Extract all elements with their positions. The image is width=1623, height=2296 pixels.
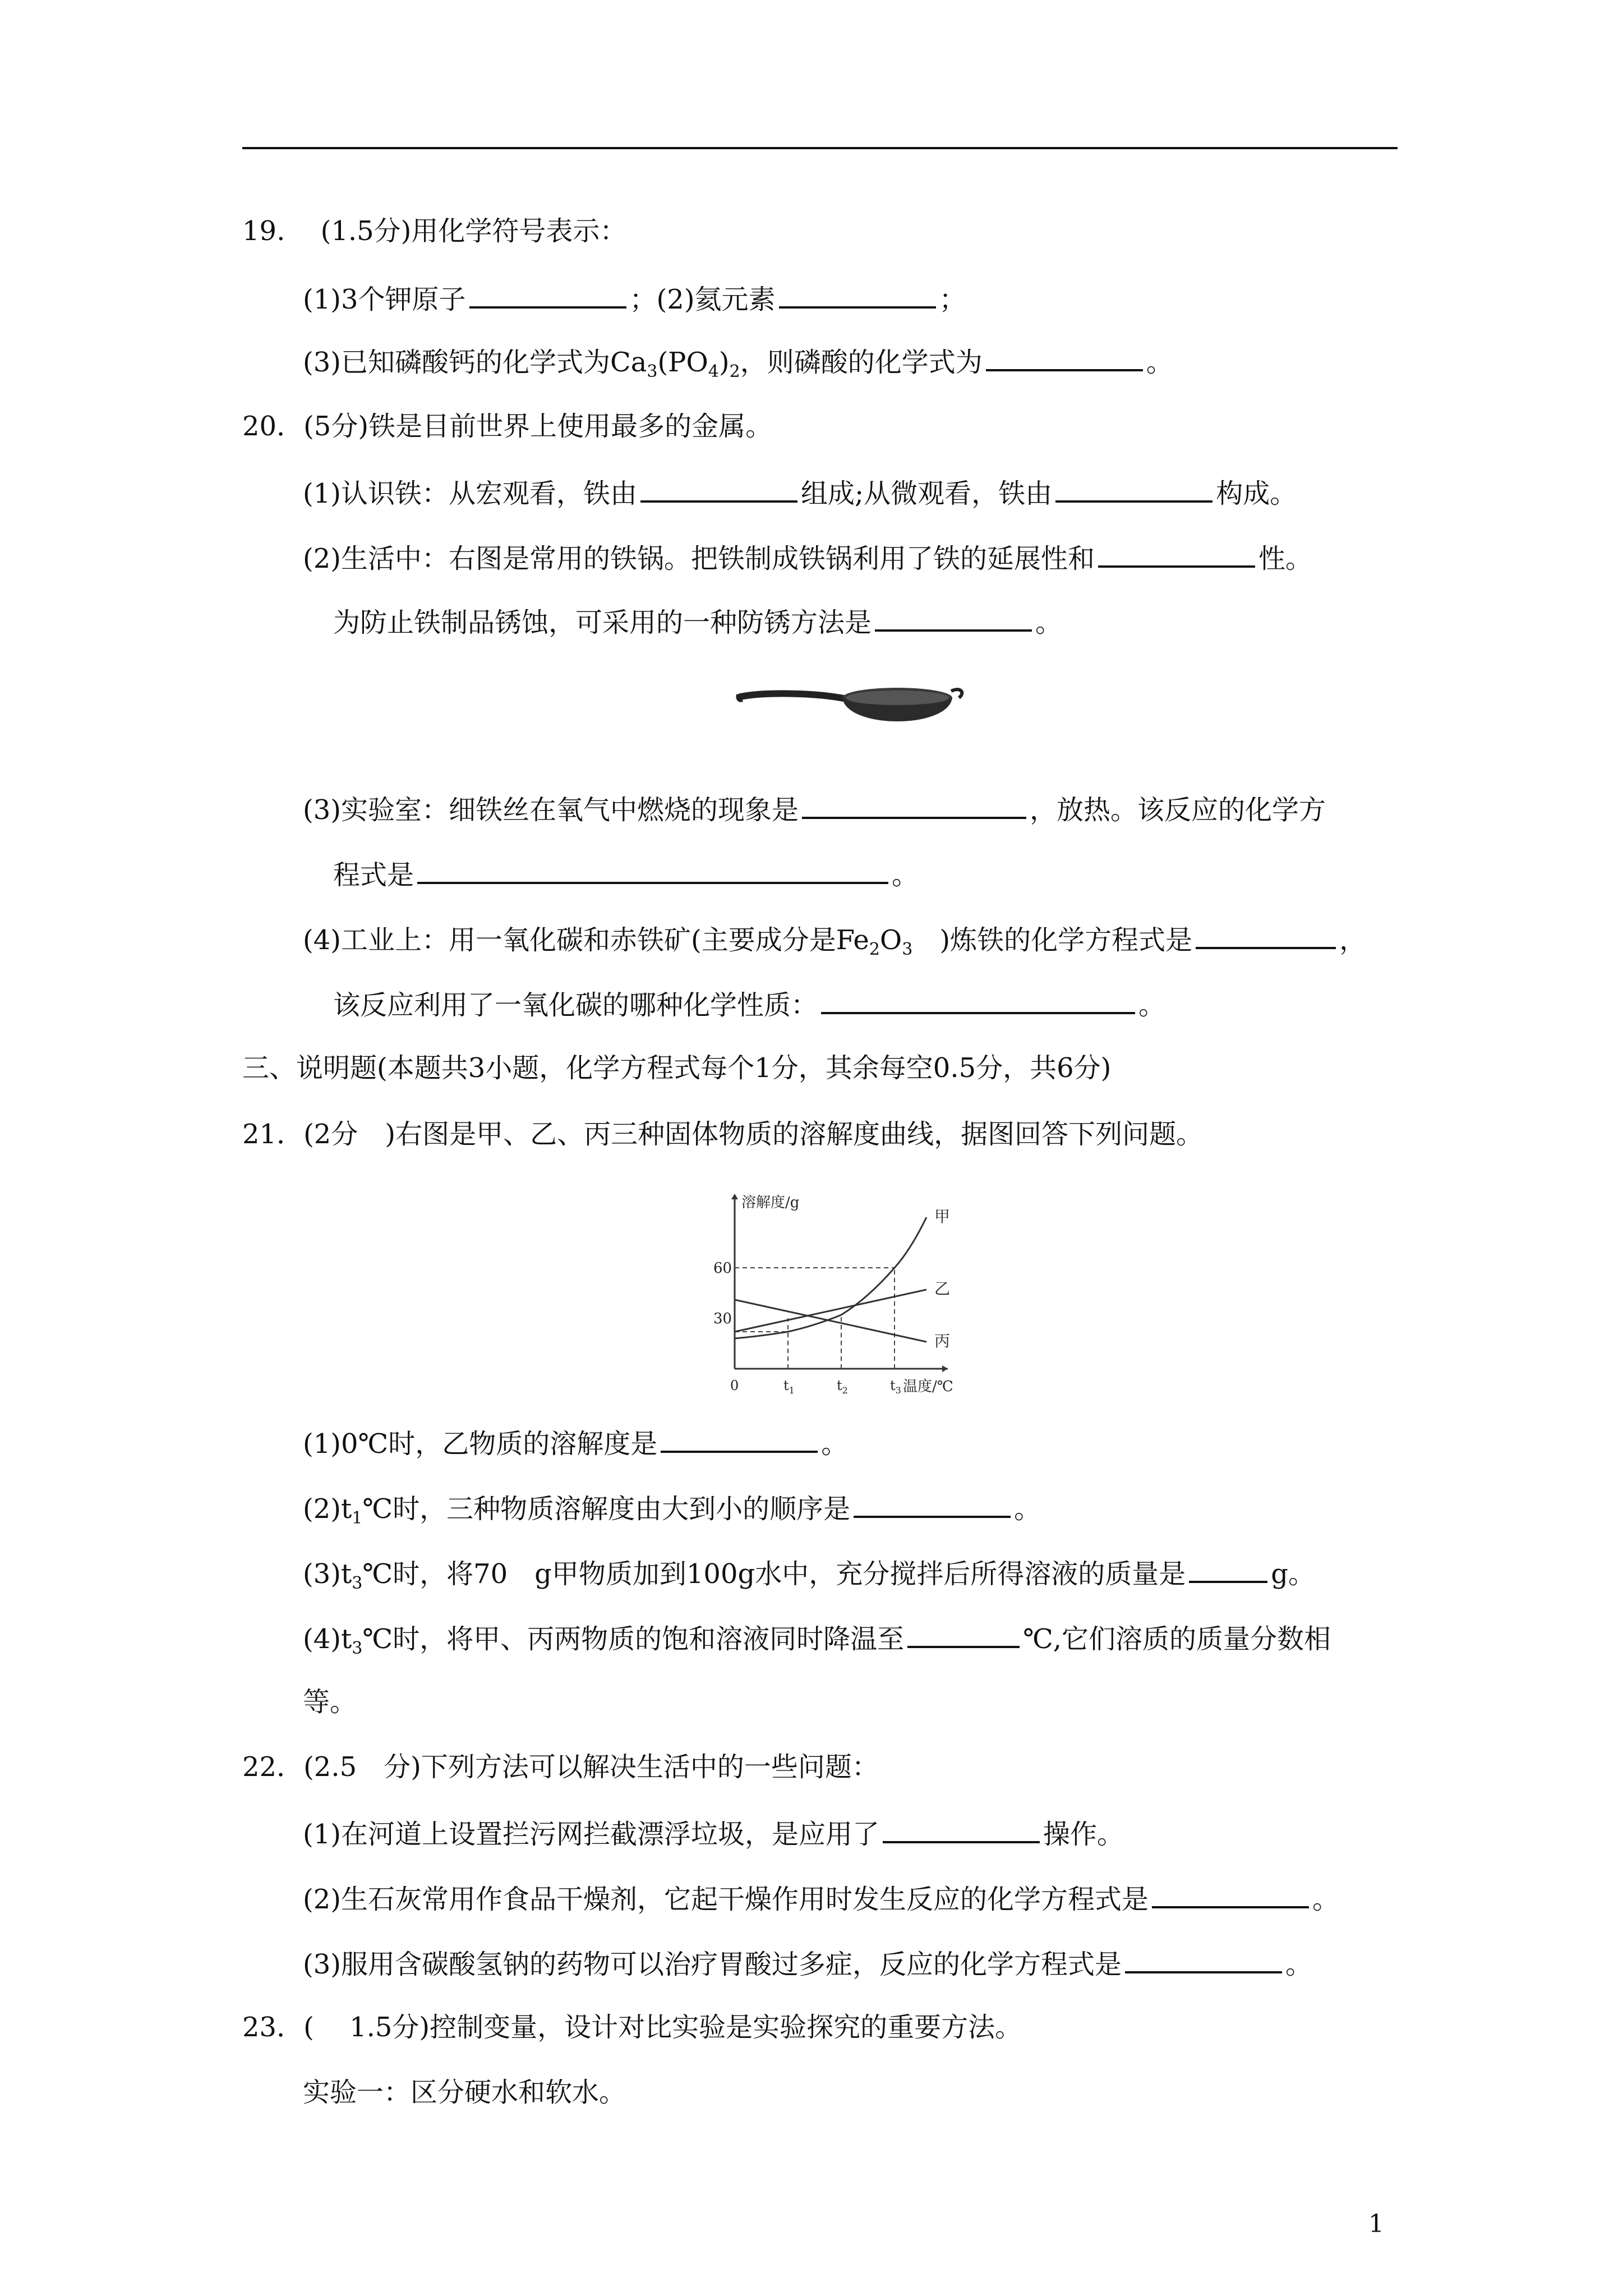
answer-blank[interactable] xyxy=(1125,1945,1282,1973)
series-curve xyxy=(735,1290,926,1332)
answer-blank[interactable] xyxy=(854,1490,1011,1518)
x-tick-label: $t_3$ xyxy=(890,1378,901,1396)
q21-line1: (1)0℃时，乙物质的溶解度是 。 xyxy=(303,1425,848,1461)
q19-line3: (3)已知磷酸钙的化学式为$Ca_3(PO_4)_2$，则磷酸的化学式为 。 xyxy=(303,343,1173,379)
q20-line1: (1)认识铁：从宏观看，铁由 组成;从微观看，铁由 构成。 xyxy=(303,475,1297,510)
series-label: 丙 xyxy=(934,1332,951,1350)
x-tick-label: $t_2$ xyxy=(837,1378,848,1396)
answer-blank[interactable] xyxy=(883,1815,1040,1843)
answer-blank[interactable] xyxy=(986,343,1143,371)
q20-line3: (3)实验室：细铁丝在氧气中燃烧的现象是 ，放热。该反应的化学方 xyxy=(303,791,1326,827)
q19-stem: 19. (1.5分)用化学符号表示： xyxy=(242,215,627,247)
x-tick-label: 0 xyxy=(730,1378,739,1393)
q22-line2: (2)生石灰常用作食品干燥剂，它起干燥作用时发生反应的化学方程式是 。 xyxy=(303,1880,1339,1916)
q21-line3: $(3)t_3℃$时，将70 g甲物质加到100g水中，充分搅拌后所得溶液的质量是 g。 xyxy=(303,1555,1315,1591)
answer-blank[interactable] xyxy=(779,280,936,309)
y-axis-arrow xyxy=(731,1194,738,1199)
answer-blank[interactable] xyxy=(907,1620,1020,1648)
q20-line3b: 程式是 。 xyxy=(333,856,919,892)
q22-line1: (1)在河道上设置拦污网拦截漂浮垃圾，是应用了 操作。 xyxy=(303,1815,1124,1851)
q20-line2: (2)生活中：右图是常用的铁锅。把铁制成铁锅利用了铁的延展性和 性。 xyxy=(303,540,1312,576)
answer-blank[interactable] xyxy=(875,604,1032,632)
answer-blank[interactable] xyxy=(1189,1555,1267,1583)
q20-line2b: 为防止铁制品锈蚀，可采用的一种防锈方法是 。 xyxy=(333,604,1062,639)
wok-image xyxy=(729,668,965,746)
q21-line2: $(2)t_1℃$时，三种物质溶解度由大到小的顺序是 。 xyxy=(303,1490,1041,1526)
answer-blank[interactable] xyxy=(640,475,797,503)
section-3-heading: 三、说明题(本题共3小题，化学方程式每个1分，其余每空0.5分，共6分) xyxy=(242,1052,1112,1084)
y-tick-label: 60 xyxy=(713,1260,732,1277)
q20-stem: 20．(5分)铁是目前世界上使用最多的金属。 xyxy=(242,411,773,442)
x-axis-arrow xyxy=(942,1365,948,1372)
answer-blank[interactable] xyxy=(1055,475,1212,503)
q22-stem: 22．(2.5 分)下列方法可以解决生活中的一些问题： xyxy=(242,1751,879,1783)
answer-blank[interactable] xyxy=(469,280,626,309)
q23-stem: 23．( 1.5分)控制变量，设计对比实验是实验探究的重要方法。 xyxy=(242,2012,1022,2043)
y-tick-label: 30 xyxy=(713,1310,732,1327)
answer-blank[interactable] xyxy=(1196,921,1336,949)
q21-line4: $(4)t_3℃$时，将甲、丙两物质的饱和溶液同时降温至 ℃,它们溶质的质量分数相 xyxy=(303,1620,1331,1656)
solubility-chart xyxy=(712,1184,970,1397)
answer-blank[interactable] xyxy=(802,791,1026,819)
q20-line4b: 该反应利用了一氧化碳的哪种化学性质： 。 xyxy=(333,986,1165,1022)
header-rule xyxy=(242,147,1398,149)
q22-line3: (3)服用含碳酸氢钠的药物可以治疗胃酸过多症，反应的化学方程式是 。 xyxy=(303,1945,1312,1981)
answer-blank[interactable] xyxy=(1152,1880,1309,1908)
q19-line1: (1)3个钾原子 ；(2)氦元素 ； xyxy=(303,280,966,316)
series-label: 乙 xyxy=(934,1280,951,1298)
q23-exp1: 实验一：区分硬水和软水。 xyxy=(303,2077,626,2108)
answer-blank[interactable] xyxy=(417,856,888,884)
q21-stem: 21．(2分 )右图是甲、乙、丙三种固体物质的溶解度曲线，据图回答下列问题。 xyxy=(242,1119,1204,1150)
q20-line4: (4)工业上：用一氧化碳和赤铁矿(主要成分是$Fe_2O_3$ )炼铁的化学方程式是 ， xyxy=(303,921,1366,957)
y-axis-label: 溶解度/g xyxy=(741,1194,800,1211)
x-axis-label: 温度/℃ xyxy=(903,1378,953,1395)
answer-blank[interactable] xyxy=(821,986,1135,1014)
x-tick-label: $t_1$ xyxy=(783,1378,795,1396)
page-number: 1 xyxy=(1368,2210,1384,2238)
series-label: 甲 xyxy=(934,1207,951,1226)
q21-line4b: 等。 xyxy=(303,1686,357,1718)
answer-blank[interactable] xyxy=(1098,540,1255,568)
answer-blank[interactable] xyxy=(661,1425,818,1453)
